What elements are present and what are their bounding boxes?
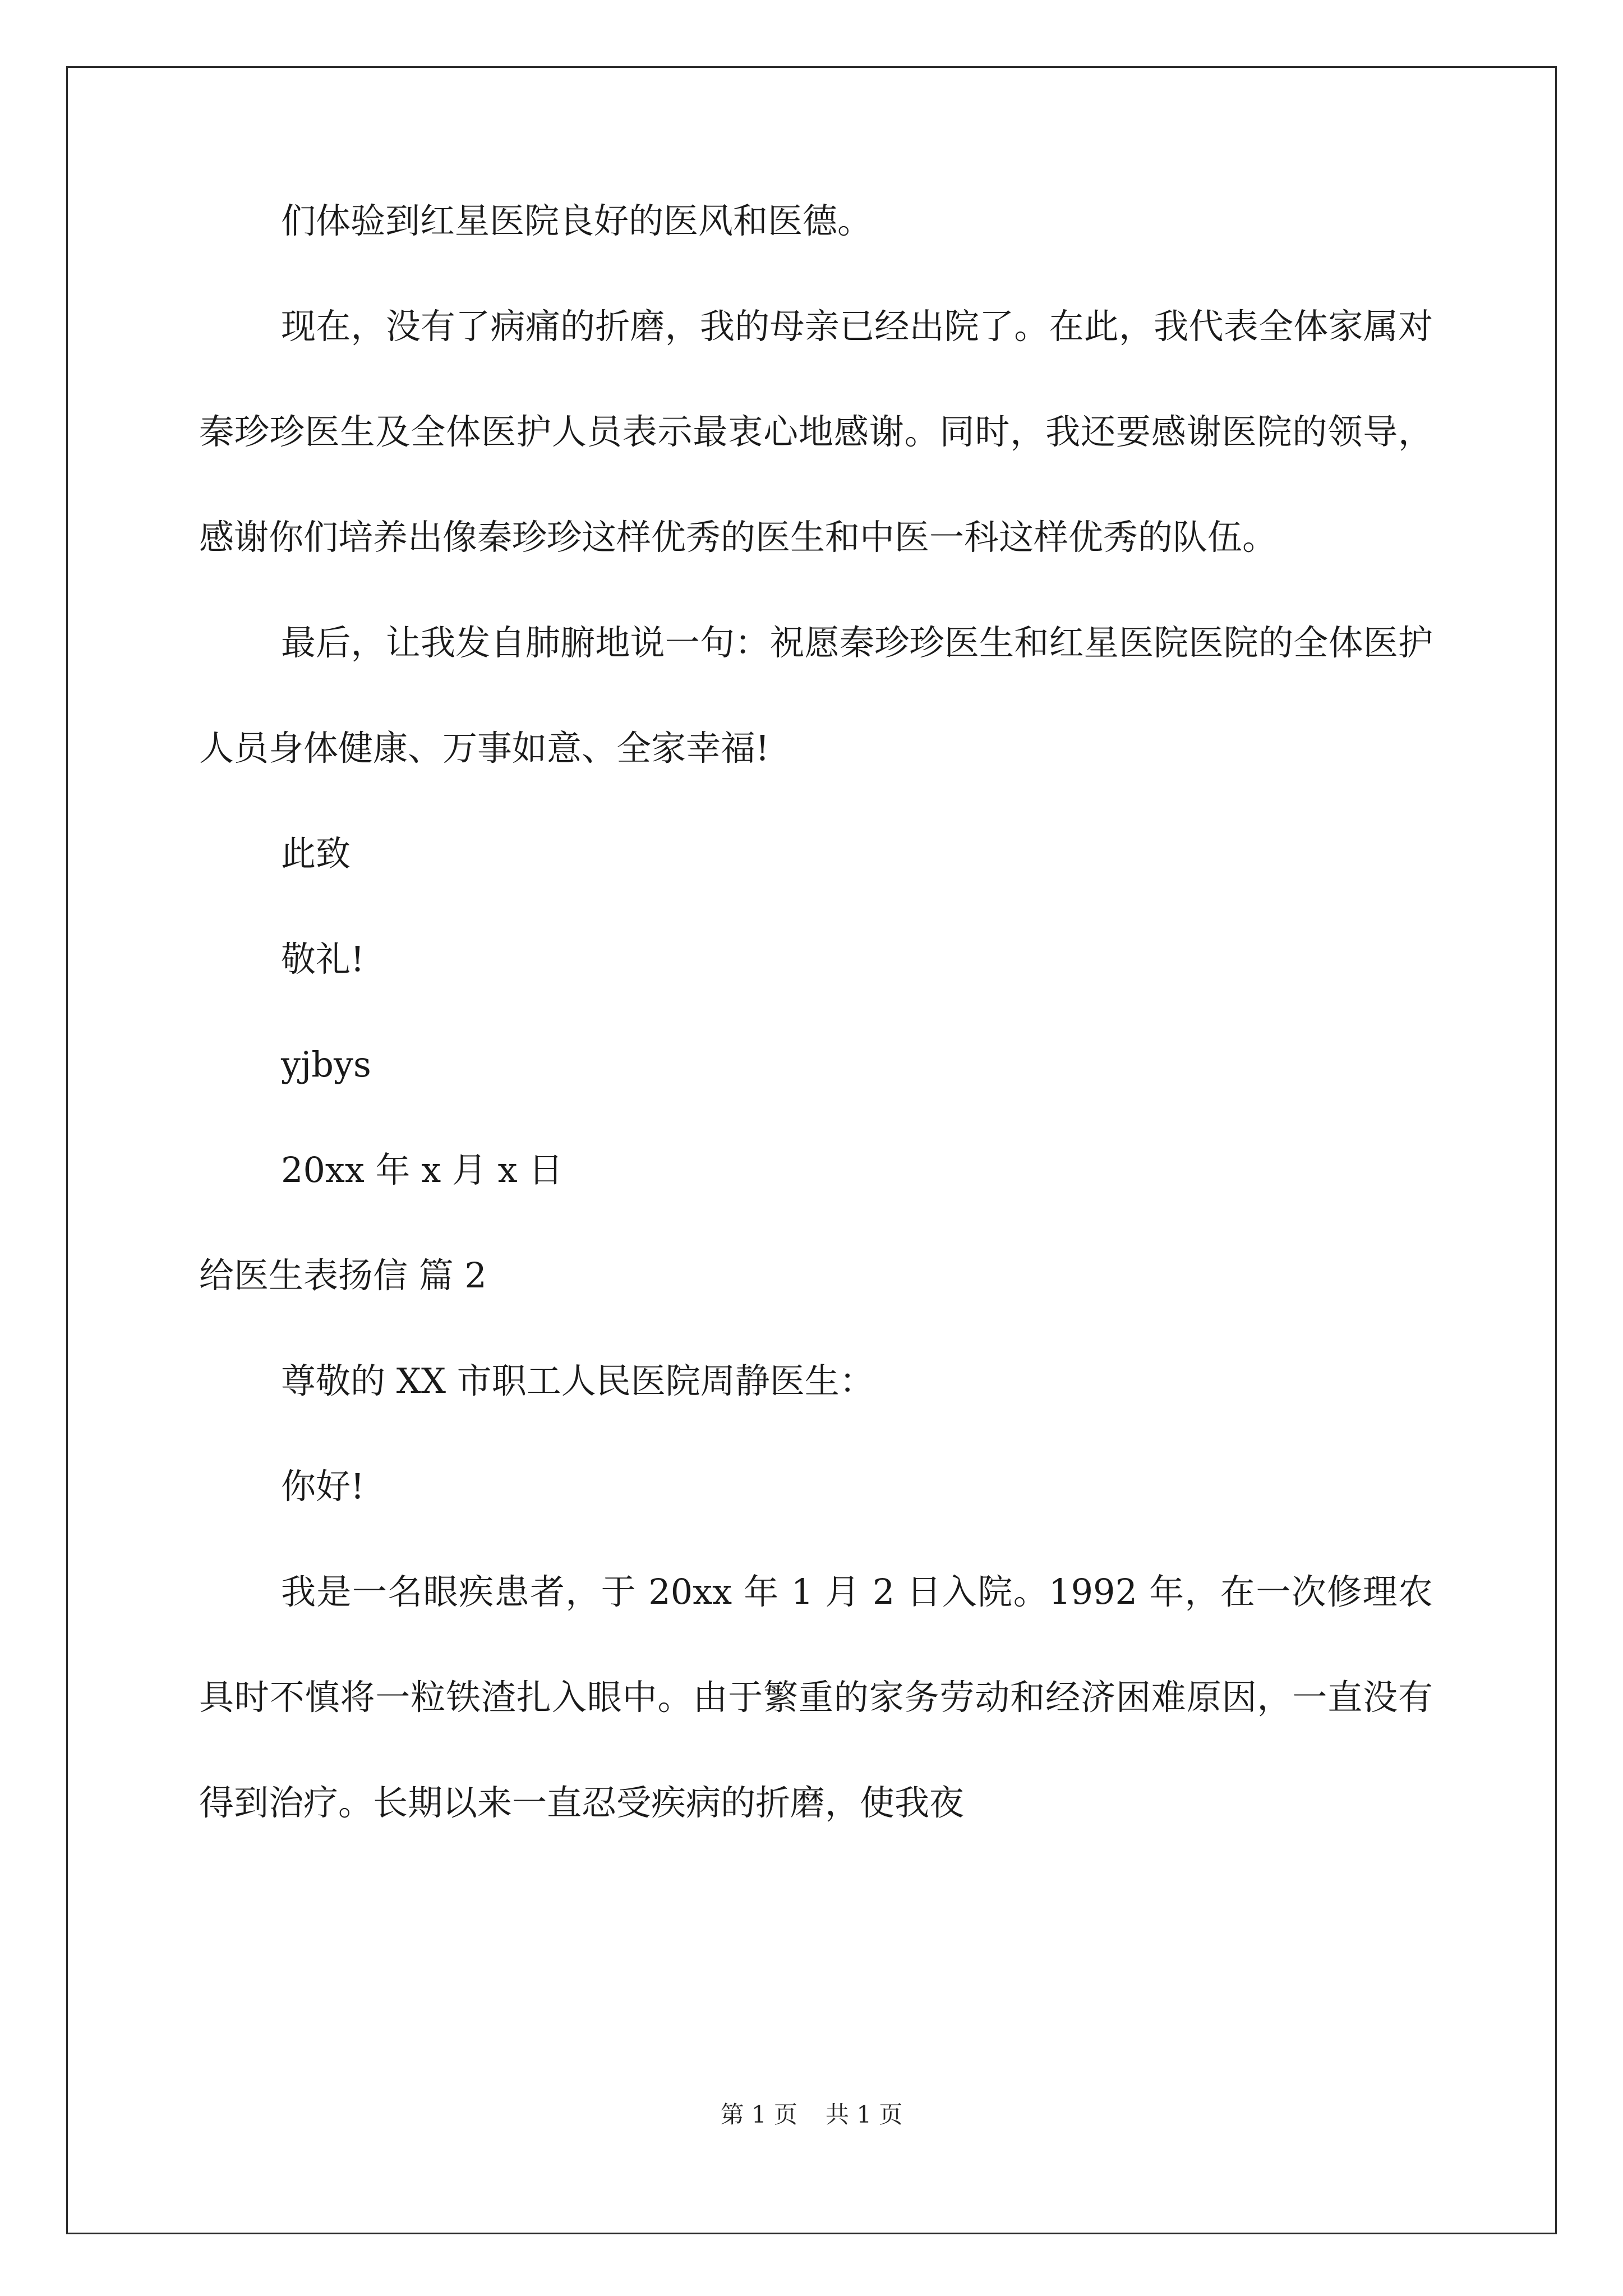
paragraph-1: 们体验到红星医院良好的医风和医德。: [281, 200, 873, 241]
signature-name: yjbys: [281, 1044, 371, 1085]
page-total: 共 1 页: [826, 2101, 903, 2128]
page-number: 第 1 页: [720, 2101, 797, 2128]
document-body: [199, 168, 1433, 1856]
closing-regards: 敬礼!: [281, 938, 365, 979]
paragraph-2: 现在，没有了病痛的折磨，我的母亲已经出院了。在此，我代表全体家属对秦珍珍医生及全体医护人员表示最衷心地感谢。同时，我还要感谢医院的领导，感谢你们培养出像秦珍珍这样优秀的医生和中医一科这样优秀的队伍。: [199, 306, 1433, 558]
paragraph-3: 最后，让我发自肺腑地说一句：祝愿秦珍珍医生和红星医院医院的全体医护人员身体健康、万事如意、全家幸福!: [199, 622, 1433, 769]
letter-greeting: 尊敬的 XX 市职工人民医院周静医生：: [281, 1360, 874, 1401]
letter-body-paragraph: 我是一名眼疾患者，于 20xx 年 1 月 2 日入院。1992 年，在一次修理农具时不慎将一粒铁渣扎入眼中。由于繁重的家务劳动和经济困难原因，一直没有得到治疗。长期以来一直忍受疾病的折磨，使我夜: [199, 1571, 1433, 1823]
closing-salutation: 此致: [281, 833, 351, 874]
section-heading: 给医生表扬信 篇 2: [199, 1255, 487, 1296]
page-footer: [0, 2096, 1623, 2130]
letter-hello: 你好!: [281, 1466, 365, 1507]
signature-date: 20xx 年 x 月 x 日: [281, 1149, 564, 1190]
